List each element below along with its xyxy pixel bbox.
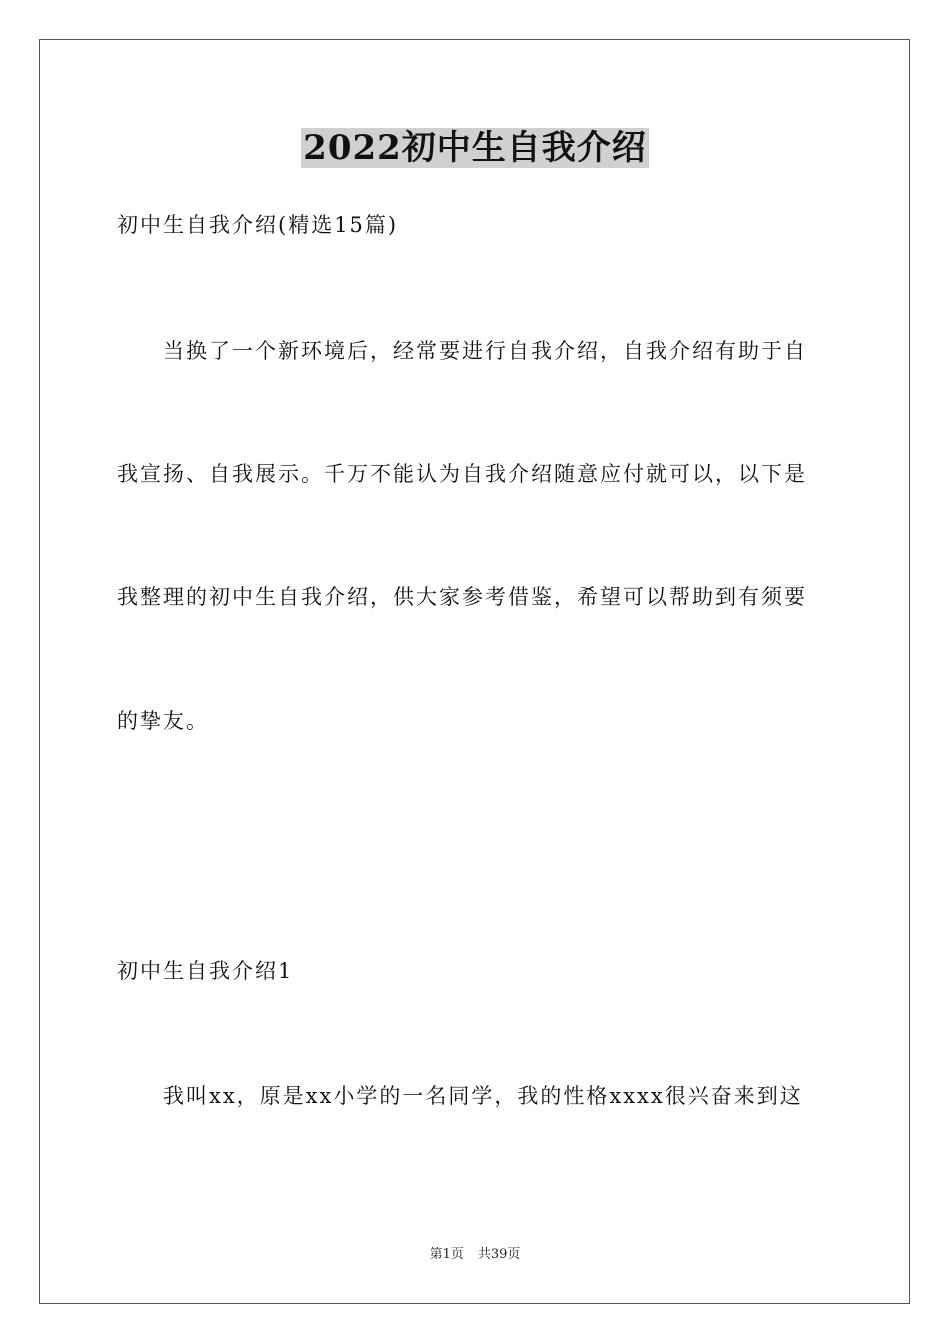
paragraph-line: 当换了一个新环境后，经常要进行自我介绍，自我介绍有助于自 [163, 339, 807, 363]
page-number: 第1页 [429, 1247, 464, 1262]
page-footer [0, 1245, 950, 1265]
section-heading: 初中生自我介绍1 [117, 959, 294, 983]
document-title [0, 124, 950, 172]
paragraph-line: 的挚友。 [117, 709, 209, 733]
page-total: 共39页 [477, 1247, 521, 1262]
document-title-text: 2022初中生自我介绍 [303, 128, 647, 168]
document-subtitle: 初中生自我介绍(精选15篇) [117, 213, 399, 237]
paragraph-line: 我宣扬、自我展示。千万不能认为自我介绍随意应付就可以，以下是 [117, 462, 807, 486]
paragraph-line: 我叫xx，原是xx小学的一名同学，我的性格xxxx很兴奋来到这 [163, 1084, 803, 1108]
paragraph-line: 我整理的初中生自我介绍，供大家参考借鉴，希望可以帮助到有须要 [117, 585, 807, 609]
